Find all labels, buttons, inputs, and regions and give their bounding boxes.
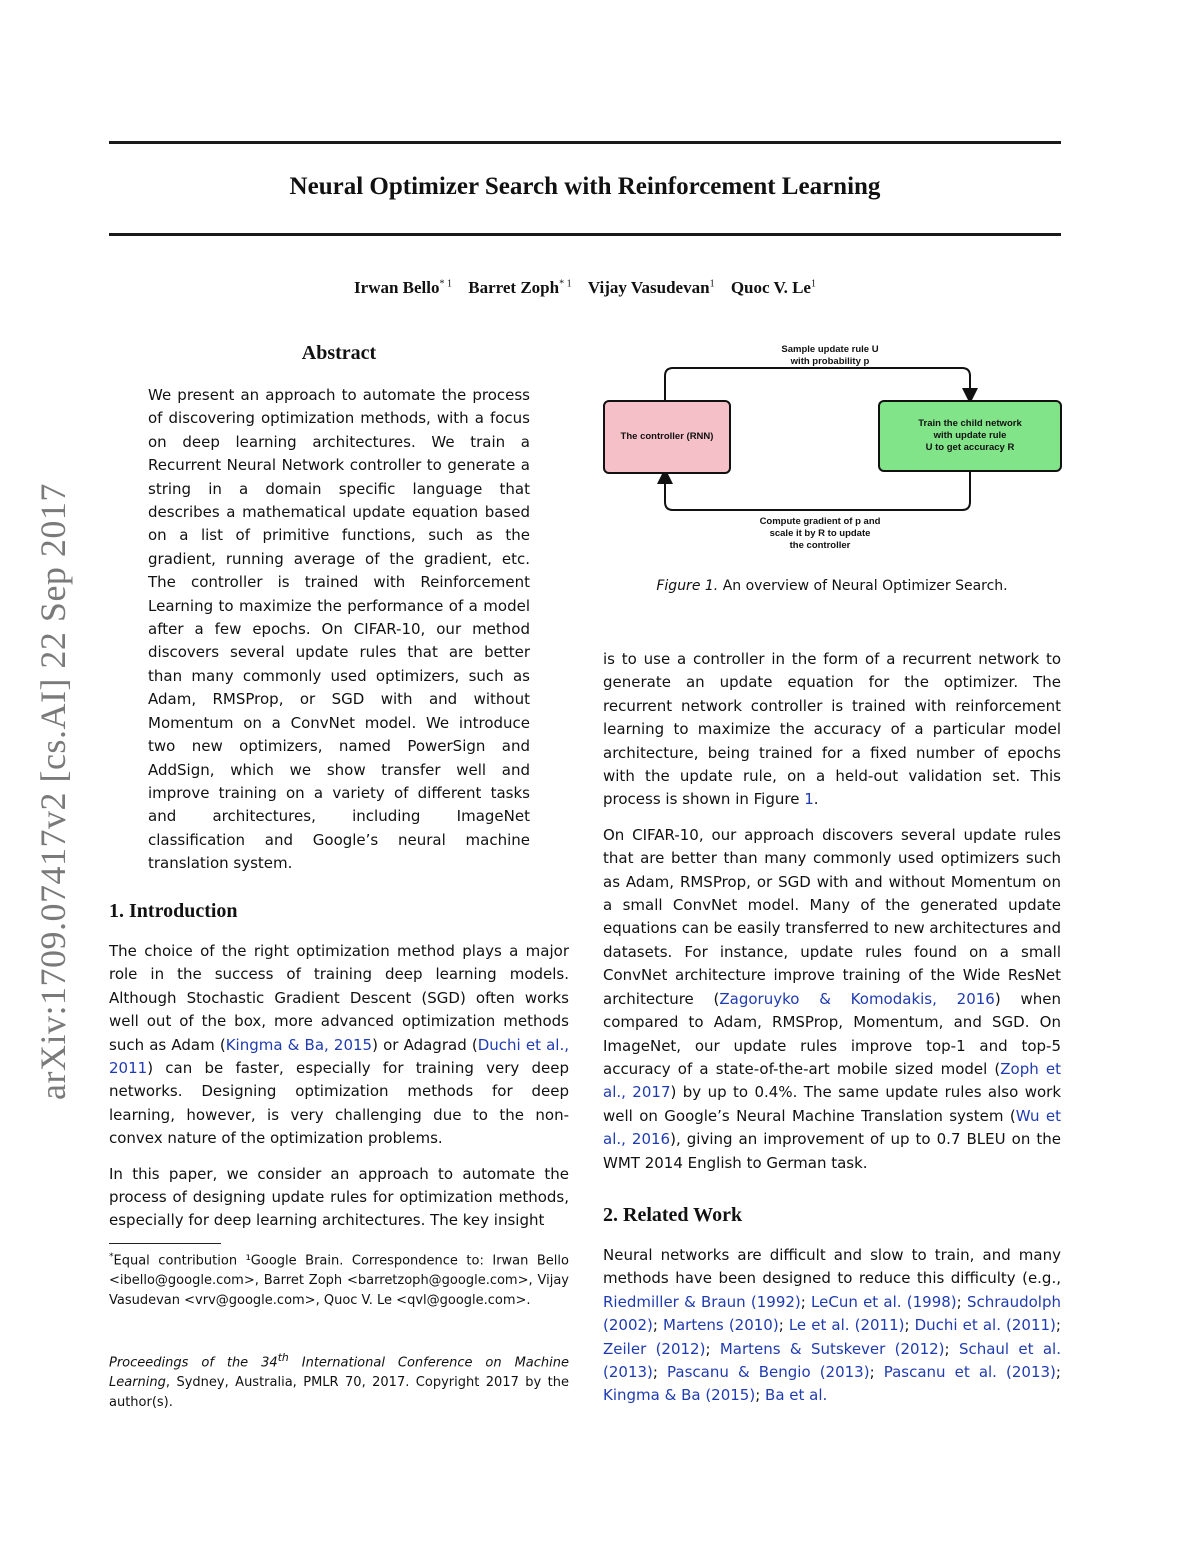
title-top-rule [109, 141, 1061, 144]
citation-link[interactable]: Ba et al. [765, 1386, 828, 1405]
proceedings-note [109, 1348, 569, 1412]
update-arrow [665, 470, 970, 510]
abstract-body [148, 384, 530, 876]
author-name: Irwan Bello [354, 278, 440, 297]
related-work-heading: 2. Related Work [603, 1204, 743, 1226]
text-run: ) or Adagrad ( [372, 1035, 478, 1054]
label-line: Compute gradient of p and [759, 516, 881, 527]
citation-link[interactable]: Riedmiller & Braun (1992) [603, 1292, 801, 1311]
abstract-heading: Abstract [301, 342, 377, 364]
text-run: . [813, 790, 819, 809]
figure-number: Figure 1. [656, 578, 719, 594]
text-run: ) when compared to Adam, RMSProp, Momentum, and SGD. On ImageNet, our update rules improve top-1 and top-5 accuracy of a state-of-the-art mobile sized model ( [603, 989, 1061, 1078]
controller-box [603, 400, 731, 474]
citation-link[interactable]: Le et al. (2011) [788, 1316, 905, 1335]
abstract-text: We present an approach to automate the process of discovering optimization methods, with a focus on deep learning architectures. We train a Recurrent Neural Network controller to generate a string in a domain specific language that describes a mathematical update equation based on a list of primitive functions, such as the gradient, running average of the gradient, etc. The controller is trained with Reinforcement Learning to maximize the performance of a model after a few epochs. On CIFAR-10, our method discovers several update rules that are better than many commonly used optimizers, such as Adam, RMSProp, or SGD with and without Momentum on a ConvNet model. We introduce two new optimizers, named PowerSign and AddSign, which we show transfer well and improve training on a variety of different tasks and architectures, including ImageNet classification and Google’s neural machine translation system. [148, 386, 530, 873]
citation-link[interactable]: Duchi et al., 2011 [109, 1035, 569, 1078]
title-bottom-rule [109, 233, 1061, 236]
proceedings-venue-rest: International Conference on Machine Learning [109, 1355, 569, 1390]
author-name: Barret Zoph [468, 278, 560, 297]
citation-link[interactable]: Zagoruyko & Komodakis, 2016 [719, 989, 995, 1008]
citation-link[interactable]: Schraudolph (2002) [603, 1292, 1061, 1335]
label-line: the controller [789, 540, 851, 551]
label-line: with probability p [790, 356, 870, 367]
text-run: is to use a controller in the form of a recurrent network to generate an update equation for the optimizer. The recurrent network controller is trained with reinforcement learning to maximize the accuracy of a particular model architecture, being trained for a fixed number of epochs with the update rule, on a held-out validation set. This process is shown in Figure [603, 650, 1061, 809]
author-name: Quoc V. Le [730, 278, 811, 297]
footnote-rule [109, 1243, 221, 1244]
footnote-mark: * [109, 1252, 114, 1262]
author-affiliation-mark: * 1 [559, 278, 572, 290]
text-run: The choice of the right optimization method plays a major role in the success of training deep learning models. Although Stochastic Gradient Descent (SGD) often works well out of the box, more advanced optimization methods such as Adam ( [109, 942, 569, 1054]
right-column-body [603, 648, 1061, 1175]
label-line: Train the child network [918, 418, 1022, 429]
paper-title: Neural Optimizer Search with Reinforcement Learning [289, 173, 881, 200]
label-line: Sample update rule U [781, 344, 879, 355]
sample-step-label [740, 344, 920, 368]
body-paragraph: Neural networks are difficult and slow to train, and many methods have been designed to reduce this difficulty (e.g., Riedmiller & Braun (1992); LeCun et al. (1998); Schraudolph (2002); Martens (2010); Le et al. (2011); Duchi et al. (2011); Zeiler (2012); Martens & Sutskever (2012); Schaul et al. (2013); Pascanu & Bengio (2013); Pascanu et al. (2013); Kingma & Ba (2015); Ba et al. [603, 1246, 1061, 1405]
citation-link[interactable]: Pascanu et al. (2013) [883, 1363, 1056, 1382]
citation-link[interactable]: Duchi et al. (2011) [914, 1316, 1056, 1335]
author-affiliation-mark: 1 [810, 278, 816, 290]
update-step-label [730, 516, 910, 552]
author-list [109, 278, 1061, 298]
label-line: scale it by R to update [769, 528, 871, 539]
author [731, 278, 816, 297]
text-run: Neural networks are difficult and slow to train, and many methods have been designed to reduce this difficulty (e.g., [603, 1246, 1061, 1288]
related-work-body [603, 1244, 1061, 1408]
author [588, 278, 715, 297]
citation-link[interactable]: Kingma & Ba (2015) [603, 1386, 756, 1405]
introduction-paragraph: In this paper, we consider an approach to automate the process of designing update rules for optimization methods, especially for deep learning architectures. The key insight [109, 1164, 569, 1230]
child-network-box [878, 400, 1062, 472]
body-paragraph [603, 648, 1061, 812]
figure-1-diagram [600, 338, 1065, 556]
text-run: On CIFAR-10, our approach discovers several update rules that are better than many commonly used optimizers such as Adam, RMSProp, or SGD with and without Momentum on a small ConvNet model. Many of the generated update equations can be easily transferred to new architectures and datasets. For instance, update rules found on a small ConvNet architecture improve training of the Wide ResNet architecture ( [603, 825, 1061, 1008]
author-affiliation-mark: 1 [709, 278, 715, 290]
proceedings-ordinal: th [277, 1351, 289, 1364]
introduction-paragraph [109, 940, 569, 1151]
author-affiliation-mark: * 1 [439, 278, 453, 290]
introduction-heading: 1. Introduction [109, 900, 238, 922]
introduction-body [109, 940, 569, 1233]
author [468, 278, 571, 297]
citation-link[interactable]: Wu et al., 2016 [603, 1106, 1061, 1149]
figure-caption-text: An overview of Neural Optimizer Search. [718, 578, 1008, 594]
text-run: ) can be faster, especially for training very deep networks. Designing optimization methods for deep learning, however, is very challenging due to the non-convex nature of the optimization problems. [109, 1059, 569, 1148]
controller-label: The controller (RNN) [620, 431, 714, 442]
author-name: Vijay Vasudevan [587, 278, 710, 297]
text-run: ) by up to 0.4%. The same update rules also work well on Google’s Neural Machine Translation system ( [603, 1083, 1062, 1125]
label-line: U to get accuracy R [925, 442, 1015, 453]
arxiv-identifier-stamp: arXiv:1709.07417v2 [cs.AI] 22 Sep 2017 [33, 483, 73, 1100]
citation-link[interactable]: Pascanu & Bengio (2013) [667, 1363, 870, 1382]
footnote-text: Equal contribution ¹Google Brain. Correspondence to: Irwan Bello <ibello@google.com>, Barret Zoph <barretzoph@google.com>, Vijay Vasudevan <vrv@google.com>, Quoc V. Le <qvl@google.com>. [109, 1253, 569, 1308]
citation-link[interactable]: Martens (2010) [663, 1316, 779, 1335]
citation-link[interactable]: LeCun et al. (1998) [811, 1292, 957, 1311]
body-paragraph [603, 824, 1061, 1175]
sample-arrow [665, 368, 970, 400]
author [354, 278, 452, 297]
citation-link[interactable]: Martens & Sutskever (2012) [719, 1339, 945, 1358]
figure-caption [603, 578, 1061, 594]
text-run: ), giving an improvement of up to 0.7 BLEU on the WMT 2014 English to German task. [603, 1130, 1061, 1172]
proceedings-details: , Sydney, Australia, PMLR 70, 2017. Copyright 2017 by the author(s). [109, 1374, 569, 1410]
citation-link[interactable]: Kingma & Ba, 2015 [225, 1035, 373, 1054]
label-line: with update rule [933, 430, 1007, 441]
citation-link[interactable]: Zeiler (2012) [603, 1339, 706, 1358]
footnote [109, 1248, 569, 1310]
proceedings-venue: Proceedings of the 34 [109, 1355, 278, 1371]
citation-link[interactable]: Schaul et al. (2013) [603, 1339, 1061, 1382]
figure-reference-link[interactable]: 1 [804, 790, 814, 809]
citation-link[interactable]: Zoph et al., 2017 [603, 1059, 1062, 1102]
